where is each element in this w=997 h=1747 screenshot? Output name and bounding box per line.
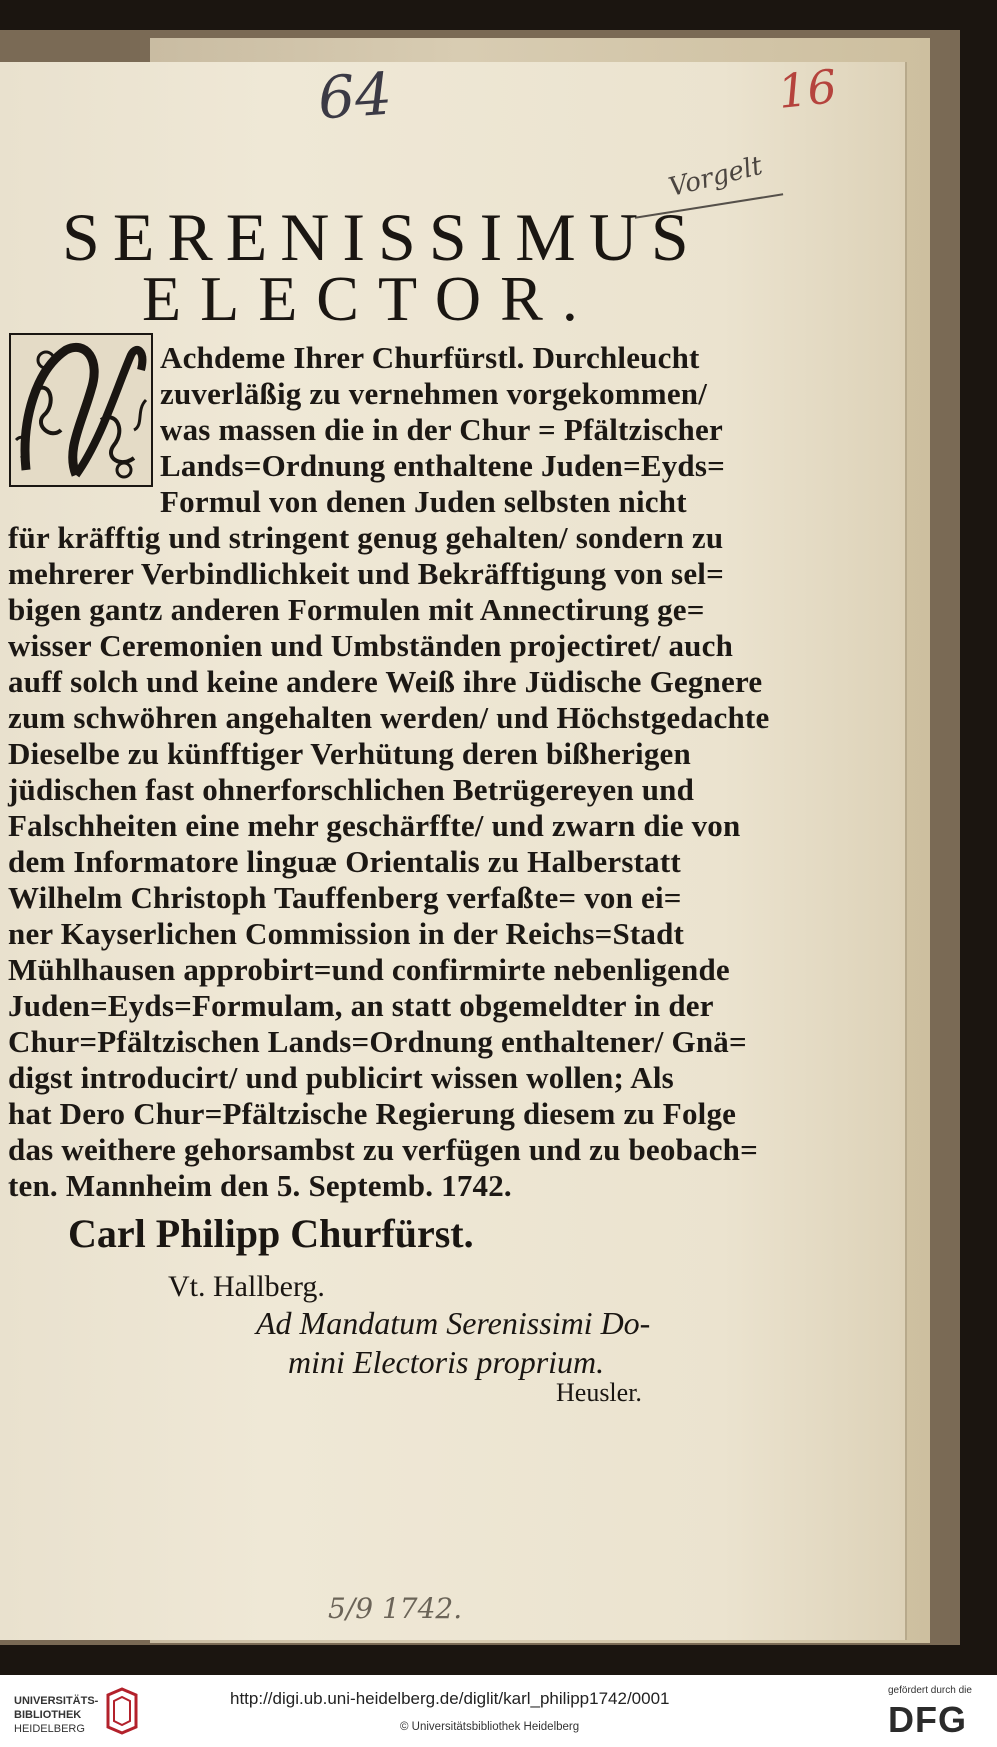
body-line: ten. Mannheim den 5. Septemb. 1742. (8, 1168, 512, 1203)
title-elector: ELECTOR. (142, 263, 597, 334)
mandatum-line-2: mini Electoris proprium. (288, 1344, 605, 1380)
secretary-name: Heusler. (556, 1378, 642, 1407)
body-line: das weithere gehorsambst zu verfügen und zu beobach= (8, 1132, 758, 1167)
body-line: Wilhelm Christoph Tauffenberg verfaßte= von ei= (8, 880, 682, 915)
dfg-logo[interactable]: DFG (888, 1699, 967, 1740)
handwritten-date: 5/9 1742. (328, 1592, 463, 1625)
body-line: Mühlhausen approbirt=und confirmirte nebenligende (8, 952, 730, 987)
body-line: Falschheiten eine mehr geschärffte/ und zwarn die von (8, 808, 741, 843)
copyright-notice: © Universitätsbibliothek Heidelberg (400, 1721, 580, 1733)
body-line: hat Dero Chur=Pfältzische Regierung diesem zu Folge (8, 1096, 737, 1131)
body-line: wisser Ceremonien und Umbständen projectiret/ auch (8, 628, 734, 663)
folio-number-annotation: 64 (315, 59, 395, 133)
body-line: zuverläßig zu vernehmen vorgekommen/ (160, 376, 708, 411)
mandatum-line-1: Ad Mandatum Serenissimi Do- (256, 1305, 651, 1341)
handwritten-note: Vorgelt (665, 150, 766, 204)
body-line: auff solch und keine andere Weiß ihre Jüdische Gegnere (8, 664, 763, 699)
viewer-footer (0, 1675, 997, 1747)
body-line: Chur=Pfältzischen Lands=Ordnung enthaltener/ Gnä= (8, 1024, 747, 1059)
body-line: mehrerer Verbindlichkeit und Bekräfftigung von sel= (8, 556, 724, 591)
body-line: Dieselbe zu künfftiger Verhütung deren bißherigen (8, 736, 691, 771)
library-emblem-icon (104, 1687, 140, 1735)
red-number-annotation: 16 (775, 59, 840, 119)
body-line: Achdeme Ihrer Churfürstl. Durchleucht (160, 340, 700, 375)
elector-signature: Carl Philipp Churfürst. (68, 1211, 474, 1256)
body-line: digst introducirt/ und publicirt wissen wollen; Als (8, 1060, 674, 1095)
body-line: ner Kayserlichen Commission in der Reichs=Stadt (8, 916, 685, 951)
body-line: für kräfftig und stringent genug gehalten/ sondern zu (8, 520, 724, 555)
document-url-link[interactable]: http://digi.ub.uni-heidelberg.de/diglit/karl_philipp1742/0001 (230, 1689, 670, 1708)
body-line: jüdischen fast ohnerforschlichen Betrügereyen und (8, 772, 695, 807)
library-name-line-1: UNIVERSITÄTS- (14, 1695, 99, 1707)
body-line: was massen die in der Chur = Pfältzischer (160, 412, 723, 447)
title-serenissimus: SERENISSIMUS (62, 199, 702, 275)
decorated-initial-n-icon (6, 330, 156, 490)
body-line: Formul von denen Juden selbsten nicht (160, 484, 687, 519)
library-name-line-3: HEIDELBERG (14, 1723, 85, 1735)
funding-note: gefördert durch die (888, 1685, 972, 1696)
body-line: Juden=Eyds=Formulam, an statt obgemeldter in der (8, 988, 714, 1023)
countersignature: Vt. Hallberg. (168, 1270, 325, 1303)
library-name-line-2: BIBLIOTHEK (14, 1709, 82, 1721)
body-line: Lands=Ordnung enthaltene Juden=Eyds= (160, 448, 725, 483)
body-line: zum schwöhren angehalten werden/ und Höchstgedachte (8, 700, 770, 735)
body-line: bigen gantz anderen Formulen mit Annectirung ge= (8, 592, 705, 627)
body-line: dem Informatore linguæ Orientalis zu Halberstatt (8, 844, 681, 879)
